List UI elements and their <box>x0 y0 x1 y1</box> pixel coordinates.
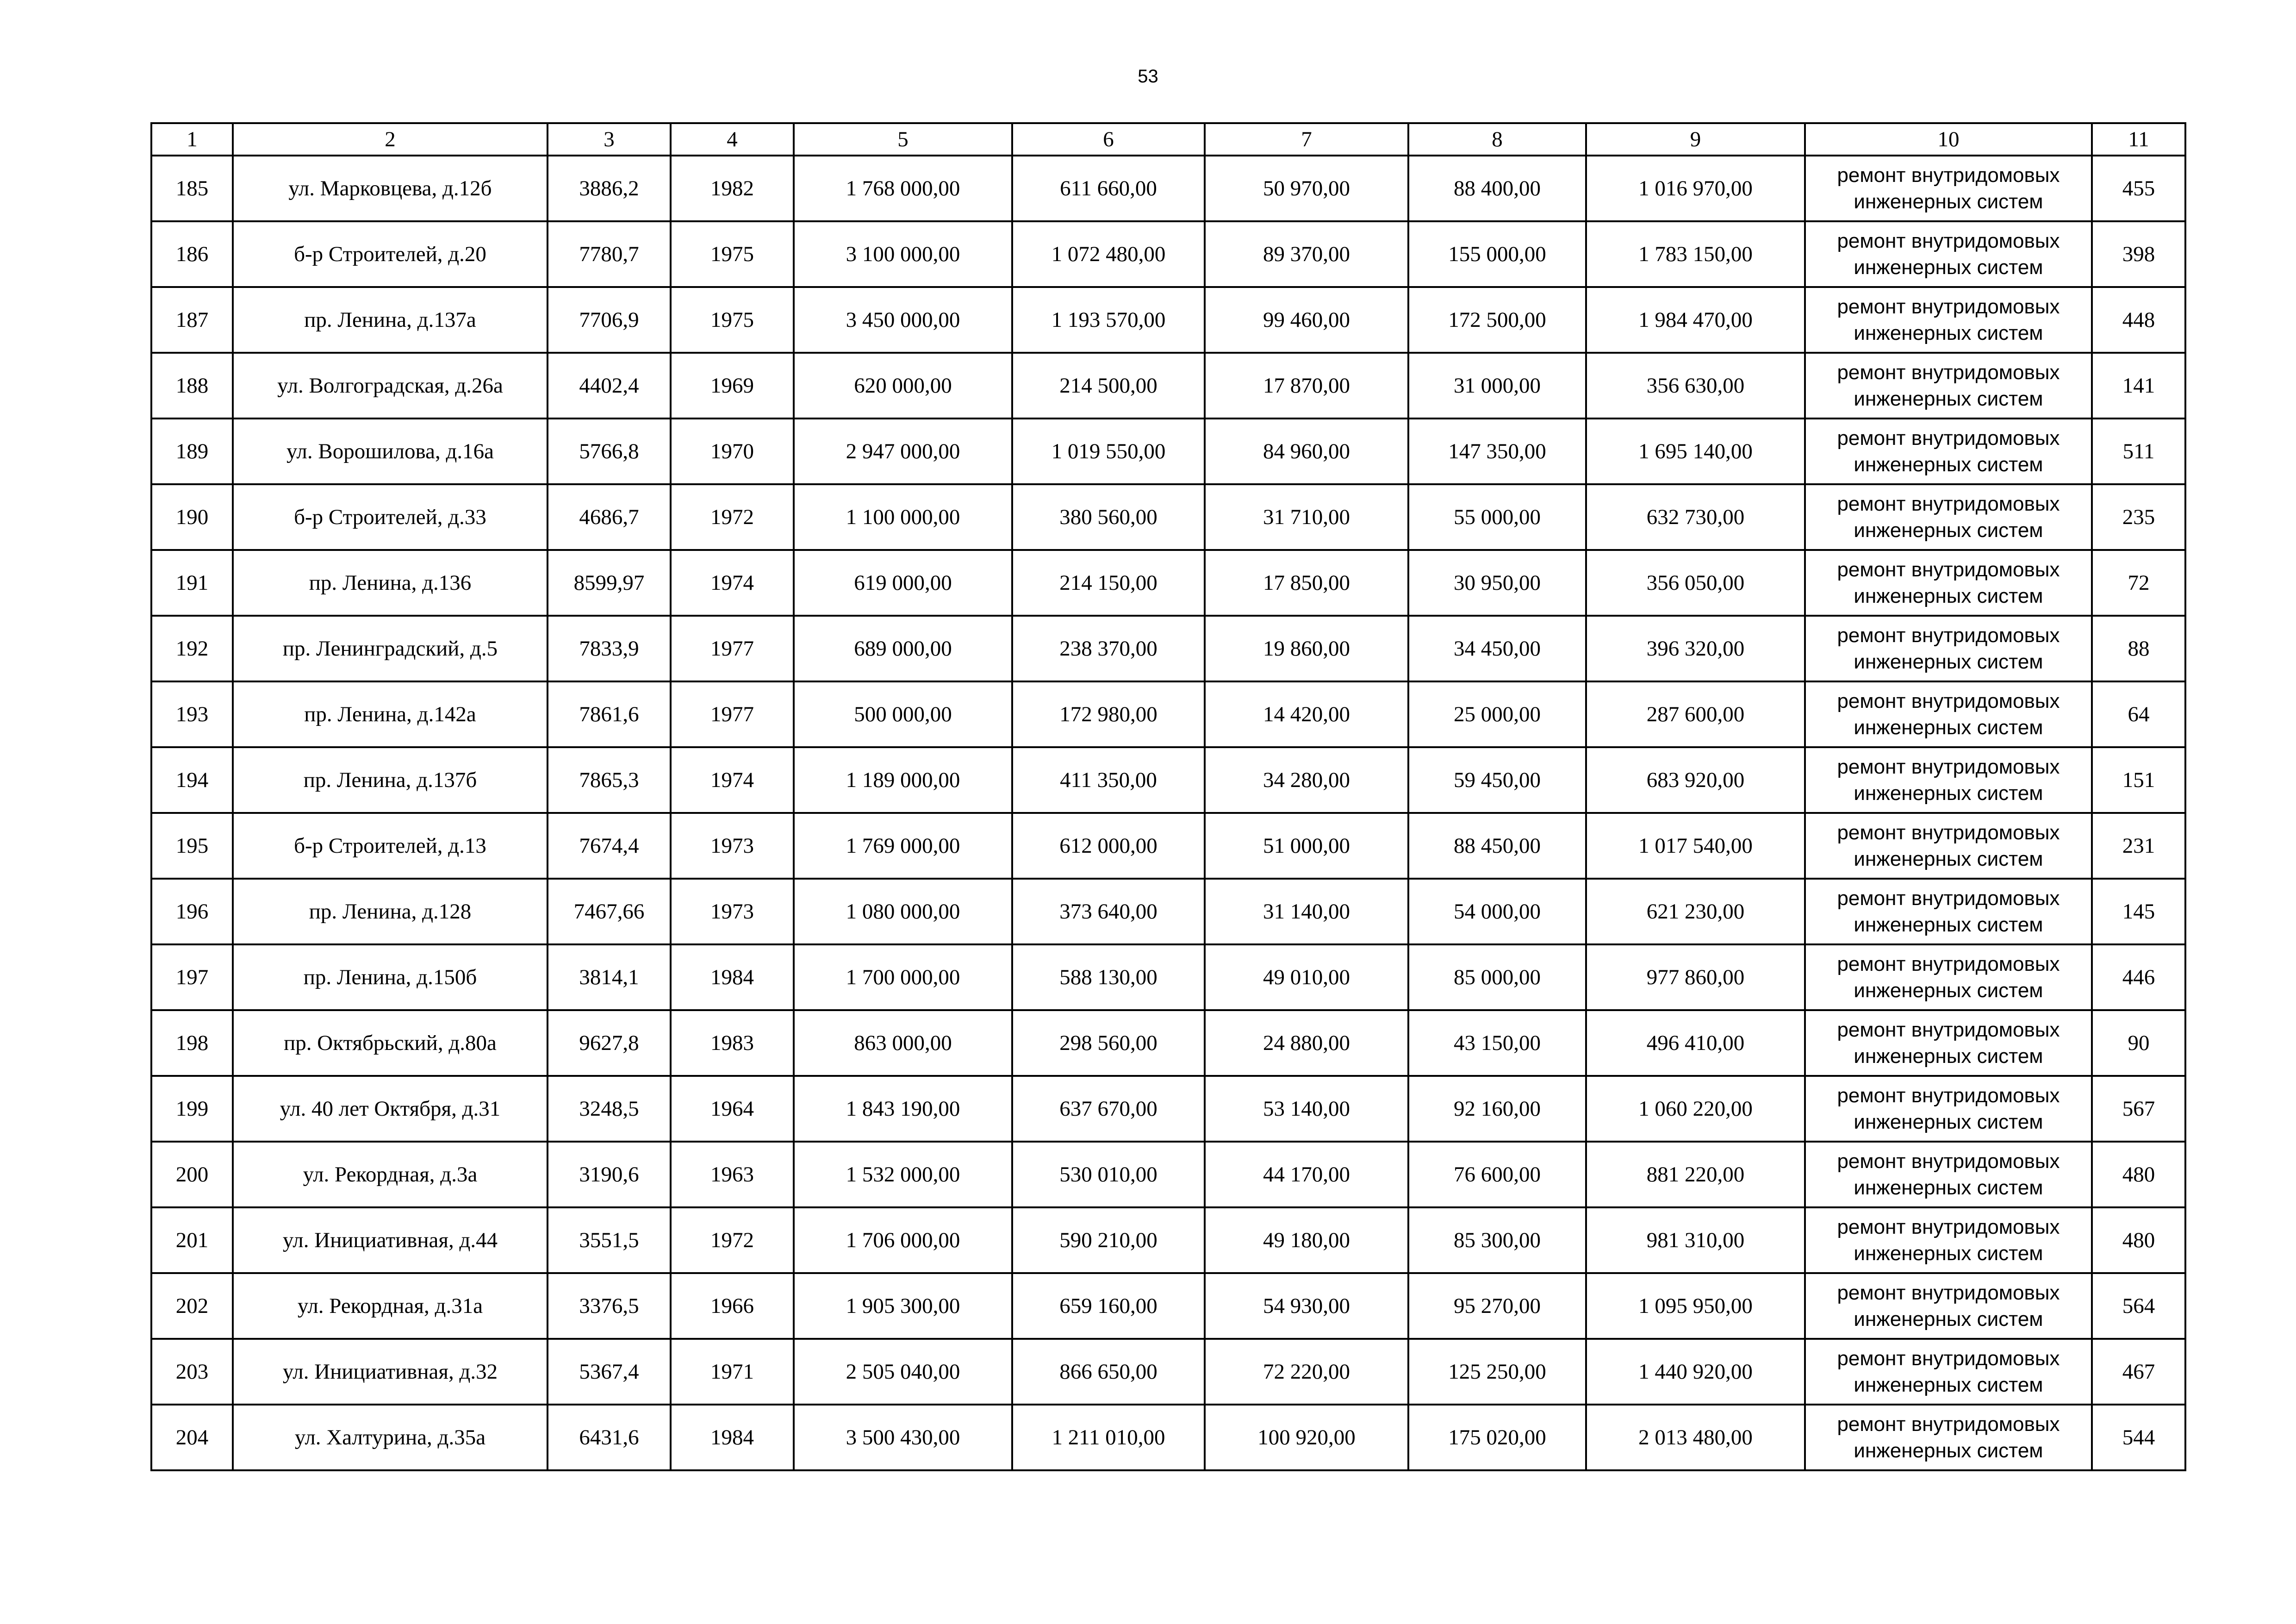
cost-col6-cell: 1 211 010,00 <box>1012 1405 1205 1470</box>
work-type-cell <box>1805 944 2092 1010</box>
row-number: 203 <box>151 1339 233 1405</box>
count-cell: 88 <box>2092 616 2185 681</box>
cost-col8-cell: 175 020,00 <box>1408 1405 1586 1470</box>
cost-col6-cell: 380 560,00 <box>1012 484 1205 550</box>
count-cell: 467 <box>2092 1339 2185 1405</box>
work-type-line-1: ремонт внутридомовых <box>1837 821 2060 844</box>
area-cell: 3551,5 <box>548 1207 671 1273</box>
cost-col7-cell: 49 180,00 <box>1205 1207 1408 1273</box>
year-cell: 1974 <box>671 550 794 616</box>
address-cell: пр. Ленина, д.137а <box>233 287 548 353</box>
cost-col8-cell: 88 400,00 <box>1408 156 1586 221</box>
cost-col7-cell: 17 870,00 <box>1205 353 1408 418</box>
cost-col7-cell: 50 970,00 <box>1205 156 1408 221</box>
year-cell: 1975 <box>671 287 794 353</box>
row-number: 197 <box>151 944 233 1010</box>
cost-col7-cell: 24 880,00 <box>1205 1010 1408 1076</box>
work-type-line-2: инженерных систем <box>1854 1374 2043 1396</box>
work-type-line-2: инженерных систем <box>1854 913 2043 936</box>
year-cell: 1969 <box>671 353 794 418</box>
table-row <box>151 287 2185 353</box>
work-type-line-1: ремонт внутридомовых <box>1837 1413 2060 1436</box>
header-cell: 1 <box>151 123 233 156</box>
count-cell: 64 <box>2092 681 2185 747</box>
cost-col6-cell: 298 560,00 <box>1012 1010 1205 1076</box>
cost-col7-cell: 44 170,00 <box>1205 1142 1408 1207</box>
cost-col8-cell: 34 450,00 <box>1408 616 1586 681</box>
address-cell: б-р Строителей, д.33 <box>233 484 548 550</box>
cost-col6-cell: 612 000,00 <box>1012 813 1205 879</box>
address-cell: ул. 40 лет Октября, д.31 <box>233 1076 548 1142</box>
total-cost-cell: 1 769 000,00 <box>794 813 1012 879</box>
year-cell: 1970 <box>671 418 794 484</box>
year-cell: 1972 <box>671 484 794 550</box>
work-type-line-2: инженерных систем <box>1854 1111 2043 1133</box>
address-cell: ул. Инициативная, д.44 <box>233 1207 548 1273</box>
year-cell: 1964 <box>671 1076 794 1142</box>
cost-col6-cell: 172 980,00 <box>1012 681 1205 747</box>
work-type-cell <box>1805 1405 2092 1470</box>
table-row <box>151 1405 2185 1470</box>
work-type-cell <box>1805 484 2092 550</box>
cost-col9-cell: 632 730,00 <box>1586 484 1805 550</box>
area-cell: 5766,8 <box>548 418 671 484</box>
work-type-line-1: ремонт внутридомовых <box>1837 887 2060 910</box>
row-number: 191 <box>151 550 233 616</box>
total-cost-cell: 1 189 000,00 <box>794 747 1012 813</box>
cost-col8-cell: 125 250,00 <box>1408 1339 1586 1405</box>
work-type-line-2: инженерных систем <box>1854 322 2043 344</box>
total-cost-cell: 1 100 000,00 <box>794 484 1012 550</box>
work-type-line-1: ремонт внутридомовых <box>1837 1281 2060 1304</box>
year-cell: 1984 <box>671 1405 794 1470</box>
count-cell: 480 <box>2092 1142 2185 1207</box>
header-cell: 10 <box>1805 123 2092 156</box>
total-cost-cell: 620 000,00 <box>794 353 1012 418</box>
row-number: 202 <box>151 1273 233 1339</box>
count-cell: 455 <box>2092 156 2185 221</box>
table-row <box>151 1339 2185 1405</box>
row-number: 192 <box>151 616 233 681</box>
count-cell: 564 <box>2092 1273 2185 1339</box>
cost-col9-cell: 977 860,00 <box>1586 944 1805 1010</box>
cost-col8-cell: 30 950,00 <box>1408 550 1586 616</box>
area-cell: 7467,66 <box>548 879 671 944</box>
count-cell: 544 <box>2092 1405 2185 1470</box>
header-cell: 7 <box>1205 123 1408 156</box>
cost-col8-cell: 31 000,00 <box>1408 353 1586 418</box>
table-row <box>151 944 2185 1010</box>
address-cell: пр. Ленина, д.142а <box>233 681 548 747</box>
cost-col9-cell: 1 017 540,00 <box>1586 813 1805 879</box>
cost-col8-cell: 92 160,00 <box>1408 1076 1586 1142</box>
total-cost-cell: 3 100 000,00 <box>794 221 1012 287</box>
cost-col6-cell: 1 019 550,00 <box>1012 418 1205 484</box>
header-cell: 4 <box>671 123 794 156</box>
work-type-line-2: инженерных систем <box>1854 716 2043 739</box>
total-cost-cell: 1 532 000,00 <box>794 1142 1012 1207</box>
work-type-line-1: ремонт внутридомовых <box>1837 558 2060 581</box>
total-cost-cell: 3 500 430,00 <box>794 1405 1012 1470</box>
cost-col7-cell: 72 220,00 <box>1205 1339 1408 1405</box>
count-cell: 151 <box>2092 747 2185 813</box>
year-cell: 1982 <box>671 156 794 221</box>
work-type-line-1: ремонт внутридомовых <box>1837 624 2060 647</box>
cost-col9-cell: 1 984 470,00 <box>1586 287 1805 353</box>
cost-col9-cell: 1 695 140,00 <box>1586 418 1805 484</box>
address-cell: ул. Инициативная, д.32 <box>233 1339 548 1405</box>
cost-col7-cell: 49 010,00 <box>1205 944 1408 1010</box>
work-type-line-1: ремонт внутридомовых <box>1837 1084 2060 1107</box>
cost-col9-cell: 1 783 150,00 <box>1586 221 1805 287</box>
row-number: 204 <box>151 1405 233 1470</box>
total-cost-cell: 1 080 000,00 <box>794 879 1012 944</box>
area-cell: 7706,9 <box>548 287 671 353</box>
year-cell: 1977 <box>671 616 794 681</box>
address-cell: ул. Рекордная, д.31а <box>233 1273 548 1339</box>
table-row <box>151 221 2185 287</box>
work-type-cell <box>1805 1207 2092 1273</box>
area-cell: 3190,6 <box>548 1142 671 1207</box>
work-type-cell <box>1805 550 2092 616</box>
area-cell: 7865,3 <box>548 747 671 813</box>
cost-col6-cell: 214 500,00 <box>1012 353 1205 418</box>
work-type-cell <box>1805 287 2092 353</box>
table-row <box>151 1273 2185 1339</box>
area-cell: 3886,2 <box>548 156 671 221</box>
cost-col6-cell: 1 072 480,00 <box>1012 221 1205 287</box>
table-row <box>151 1076 2185 1142</box>
work-type-cell <box>1805 1339 2092 1405</box>
cost-col6-cell: 530 010,00 <box>1012 1142 1205 1207</box>
work-type-line-2: инженерных систем <box>1854 453 2043 476</box>
work-type-line-2: инженерных систем <box>1854 650 2043 673</box>
header-cell: 3 <box>548 123 671 156</box>
row-number: 198 <box>151 1010 233 1076</box>
cost-col8-cell: 25 000,00 <box>1408 681 1586 747</box>
address-cell: пр. Ленинградский, д.5 <box>233 616 548 681</box>
work-type-line-2: инженерных систем <box>1854 585 2043 607</box>
cost-col9-cell: 1 016 970,00 <box>1586 156 1805 221</box>
count-cell: 480 <box>2092 1207 2185 1273</box>
address-cell: пр. Ленина, д.136 <box>233 550 548 616</box>
cost-col7-cell: 99 460,00 <box>1205 287 1408 353</box>
cost-col9-cell: 396 320,00 <box>1586 616 1805 681</box>
year-cell: 1963 <box>671 1142 794 1207</box>
row-number: 200 <box>151 1142 233 1207</box>
total-cost-cell: 619 000,00 <box>794 550 1012 616</box>
total-cost-cell: 2 505 040,00 <box>794 1339 1012 1405</box>
table-row <box>151 156 2185 221</box>
work-type-line-1: ремонт внутридомовых <box>1837 361 2060 384</box>
cost-col7-cell: 51 000,00 <box>1205 813 1408 879</box>
area-cell: 6431,6 <box>548 1405 671 1470</box>
cost-col6-cell: 238 370,00 <box>1012 616 1205 681</box>
header-row <box>151 123 2185 156</box>
work-type-cell <box>1805 156 2092 221</box>
address-cell: пр. Ленина, д.128 <box>233 879 548 944</box>
work-type-line-2: инженерных систем <box>1854 782 2043 805</box>
address-cell: ул. Марковцева, д.12б <box>233 156 548 221</box>
area-cell: 4402,4 <box>548 353 671 418</box>
cost-col7-cell: 14 420,00 <box>1205 681 1408 747</box>
table-row <box>151 747 2185 813</box>
count-cell: 235 <box>2092 484 2185 550</box>
work-type-line-1: ремонт внутридомовых <box>1837 427 2060 450</box>
work-type-cell <box>1805 879 2092 944</box>
cost-col9-cell: 981 310,00 <box>1586 1207 1805 1273</box>
row-number: 190 <box>151 484 233 550</box>
work-type-line-2: инженерных систем <box>1854 519 2043 542</box>
work-type-cell <box>1805 813 2092 879</box>
header-cell: 11 <box>2092 123 2185 156</box>
cost-col8-cell: 85 300,00 <box>1408 1207 1586 1273</box>
cost-col6-cell: 1 193 570,00 <box>1012 287 1205 353</box>
year-cell: 1977 <box>671 681 794 747</box>
cost-col8-cell: 54 000,00 <box>1408 879 1586 944</box>
work-type-line-1: ремонт внутридомовых <box>1837 1150 2060 1173</box>
header-cell: 6 <box>1012 123 1205 156</box>
area-cell: 9627,8 <box>548 1010 671 1076</box>
area-cell: 3814,1 <box>548 944 671 1010</box>
count-cell: 145 <box>2092 879 2185 944</box>
row-number: 194 <box>151 747 233 813</box>
cost-col6-cell: 588 130,00 <box>1012 944 1205 1010</box>
cost-col6-cell: 611 660,00 <box>1012 156 1205 221</box>
work-type-line-1: ремонт внутридомовых <box>1837 756 2060 778</box>
work-type-cell <box>1805 1273 2092 1339</box>
cost-col7-cell: 19 860,00 <box>1205 616 1408 681</box>
total-cost-cell: 500 000,00 <box>794 681 1012 747</box>
table-row <box>151 550 2185 616</box>
work-type-cell <box>1805 681 2092 747</box>
work-type-line-2: инженерных систем <box>1854 1308 2043 1330</box>
year-cell: 1966 <box>671 1273 794 1339</box>
cost-col8-cell: 88 450,00 <box>1408 813 1586 879</box>
work-type-line-2: инженерных систем <box>1854 387 2043 410</box>
cost-col6-cell: 373 640,00 <box>1012 879 1205 944</box>
header-cell: 9 <box>1586 123 1805 156</box>
work-type-cell <box>1805 1010 2092 1076</box>
count-cell: 231 <box>2092 813 2185 879</box>
work-type-line-1: ремонт внутридомовых <box>1837 295 2060 318</box>
row-number: 199 <box>151 1076 233 1142</box>
count-cell: 72 <box>2092 550 2185 616</box>
work-type-cell <box>1805 221 2092 287</box>
work-type-line-2: инженерных систем <box>1854 1242 2043 1265</box>
table-row <box>151 484 2185 550</box>
cost-col8-cell: 172 500,00 <box>1408 287 1586 353</box>
year-cell: 1984 <box>671 944 794 1010</box>
cost-col7-cell: 89 370,00 <box>1205 221 1408 287</box>
header-cell: 8 <box>1408 123 1586 156</box>
row-number: 189 <box>151 418 233 484</box>
work-type-cell <box>1805 1076 2092 1142</box>
cost-col9-cell: 496 410,00 <box>1586 1010 1805 1076</box>
row-number: 193 <box>151 681 233 747</box>
table-row <box>151 1010 2185 1076</box>
work-type-cell <box>1805 353 2092 418</box>
cost-col7-cell: 84 960,00 <box>1205 418 1408 484</box>
cost-col6-cell: 214 150,00 <box>1012 550 1205 616</box>
table-row <box>151 1207 2185 1273</box>
year-cell: 1975 <box>671 221 794 287</box>
cost-col6-cell: 411 350,00 <box>1012 747 1205 813</box>
cost-col9-cell: 356 050,00 <box>1586 550 1805 616</box>
total-cost-cell: 3 450 000,00 <box>794 287 1012 353</box>
row-number: 195 <box>151 813 233 879</box>
row-number: 201 <box>151 1207 233 1273</box>
table-row <box>151 353 2185 418</box>
work-type-line-1: ремонт внутридомовых <box>1837 1347 2060 1370</box>
total-cost-cell: 1 706 000,00 <box>794 1207 1012 1273</box>
cost-col6-cell: 659 160,00 <box>1012 1273 1205 1339</box>
year-cell: 1972 <box>671 1207 794 1273</box>
address-cell: пр. Ленина, д.137б <box>233 747 548 813</box>
area-cell: 4686,7 <box>548 484 671 550</box>
row-number: 187 <box>151 287 233 353</box>
table-row <box>151 418 2185 484</box>
data-table <box>150 122 2186 1471</box>
year-cell: 1971 <box>671 1339 794 1405</box>
cost-col8-cell: 76 600,00 <box>1408 1142 1586 1207</box>
total-cost-cell: 1 843 190,00 <box>794 1076 1012 1142</box>
work-type-line-2: инженерных систем <box>1854 190 2043 213</box>
work-type-line-1: ремонт внутридомовых <box>1837 493 2060 515</box>
total-cost-cell: 863 000,00 <box>794 1010 1012 1076</box>
cost-col9-cell: 287 600,00 <box>1586 681 1805 747</box>
cost-col9-cell: 621 230,00 <box>1586 879 1805 944</box>
year-cell: 1973 <box>671 813 794 879</box>
total-cost-cell: 689 000,00 <box>794 616 1012 681</box>
count-cell: 398 <box>2092 221 2185 287</box>
count-cell: 448 <box>2092 287 2185 353</box>
work-type-line-2: инженерных систем <box>1854 1439 2043 1462</box>
table-row <box>151 813 2185 879</box>
table-row <box>151 879 2185 944</box>
address-cell: пр. Ленина, д.150б <box>233 944 548 1010</box>
work-type-cell <box>1805 1142 2092 1207</box>
count-cell: 141 <box>2092 353 2185 418</box>
cost-col9-cell: 683 920,00 <box>1586 747 1805 813</box>
cost-col6-cell: 637 670,00 <box>1012 1076 1205 1142</box>
work-type-line-2: инженерных систем <box>1854 1176 2043 1199</box>
address-cell: ул. Рекордная, д.3а <box>233 1142 548 1207</box>
header-cell: 5 <box>794 123 1012 156</box>
work-type-line-2: инженерных систем <box>1854 1045 2043 1068</box>
cost-col8-cell: 59 450,00 <box>1408 747 1586 813</box>
area-cell: 5367,4 <box>548 1339 671 1405</box>
address-cell: б-р Строителей, д.13 <box>233 813 548 879</box>
work-type-line-2: инженерных систем <box>1854 979 2043 1002</box>
year-cell: 1983 <box>671 1010 794 1076</box>
area-cell: 7833,9 <box>548 616 671 681</box>
work-type-line-2: инженерных систем <box>1854 256 2043 279</box>
count-cell: 90 <box>2092 1010 2185 1076</box>
table-row <box>151 1142 2185 1207</box>
cost-col7-cell: 31 140,00 <box>1205 879 1408 944</box>
table-row <box>151 681 2185 747</box>
total-cost-cell: 2 947 000,00 <box>794 418 1012 484</box>
area-cell: 7780,7 <box>548 221 671 287</box>
address-cell: ул. Халтурина, д.35а <box>233 1405 548 1470</box>
area-cell: 8599,97 <box>548 550 671 616</box>
cost-col8-cell: 55 000,00 <box>1408 484 1586 550</box>
cost-col7-cell: 100 920,00 <box>1205 1405 1408 1470</box>
year-cell: 1974 <box>671 747 794 813</box>
count-cell: 567 <box>2092 1076 2185 1142</box>
count-cell: 511 <box>2092 418 2185 484</box>
total-cost-cell: 1 700 000,00 <box>794 944 1012 1010</box>
work-type-line-1: ремонт внутридомовых <box>1837 1216 2060 1238</box>
cost-col9-cell: 1 095 950,00 <box>1586 1273 1805 1339</box>
total-cost-cell: 1 768 000,00 <box>794 156 1012 221</box>
area-cell: 7861,6 <box>548 681 671 747</box>
cost-col6-cell: 866 650,00 <box>1012 1339 1205 1405</box>
work-type-cell <box>1805 747 2092 813</box>
cost-col6-cell: 590 210,00 <box>1012 1207 1205 1273</box>
cost-col9-cell: 1 440 920,00 <box>1586 1339 1805 1405</box>
address-cell: пр. Октябрьский, д.80а <box>233 1010 548 1076</box>
work-type-cell <box>1805 616 2092 681</box>
cost-col8-cell: 85 000,00 <box>1408 944 1586 1010</box>
cost-col9-cell: 1 060 220,00 <box>1586 1076 1805 1142</box>
row-number: 188 <box>151 353 233 418</box>
row-number: 196 <box>151 879 233 944</box>
area-cell: 3248,5 <box>548 1076 671 1142</box>
area-cell: 7674,4 <box>548 813 671 879</box>
work-type-cell <box>1805 418 2092 484</box>
address-cell: ул. Волгоградская, д.26а <box>233 353 548 418</box>
cost-col7-cell: 17 850,00 <box>1205 550 1408 616</box>
row-number: 186 <box>151 221 233 287</box>
address-cell: ул. Ворошилова, д.16а <box>233 418 548 484</box>
work-type-line-1: ремонт внутридомовых <box>1837 230 2060 252</box>
cost-col9-cell: 881 220,00 <box>1586 1142 1805 1207</box>
area-cell: 3376,5 <box>548 1273 671 1339</box>
work-type-line-2: инженерных систем <box>1854 848 2043 870</box>
cost-col8-cell: 43 150,00 <box>1408 1010 1586 1076</box>
cost-col7-cell: 34 280,00 <box>1205 747 1408 813</box>
count-cell: 446 <box>2092 944 2185 1010</box>
work-type-line-1: ремонт внутридомовых <box>1837 1018 2060 1041</box>
header-cell: 2 <box>233 123 548 156</box>
cost-col8-cell: 155 000,00 <box>1408 221 1586 287</box>
cost-col7-cell: 54 930,00 <box>1205 1273 1408 1339</box>
work-type-line-1: ремонт внутридомовых <box>1837 164 2060 187</box>
page-number: 53 <box>1138 66 1158 87</box>
cost-col9-cell: 356 630,00 <box>1586 353 1805 418</box>
year-cell: 1973 <box>671 879 794 944</box>
cost-col8-cell: 95 270,00 <box>1408 1273 1586 1339</box>
cost-col9-cell: 2 013 480,00 <box>1586 1405 1805 1470</box>
cost-col7-cell: 31 710,00 <box>1205 484 1408 550</box>
address-cell: б-р Строителей, д.20 <box>233 221 548 287</box>
work-type-line-1: ремонт внутридомовых <box>1837 690 2060 712</box>
row-number: 185 <box>151 156 233 221</box>
cost-col7-cell: 53 140,00 <box>1205 1076 1408 1142</box>
work-type-line-1: ремонт внутридомовых <box>1837 953 2060 975</box>
cost-col8-cell: 147 350,00 <box>1408 418 1586 484</box>
total-cost-cell: 1 905 300,00 <box>794 1273 1012 1339</box>
table-row <box>151 616 2185 681</box>
